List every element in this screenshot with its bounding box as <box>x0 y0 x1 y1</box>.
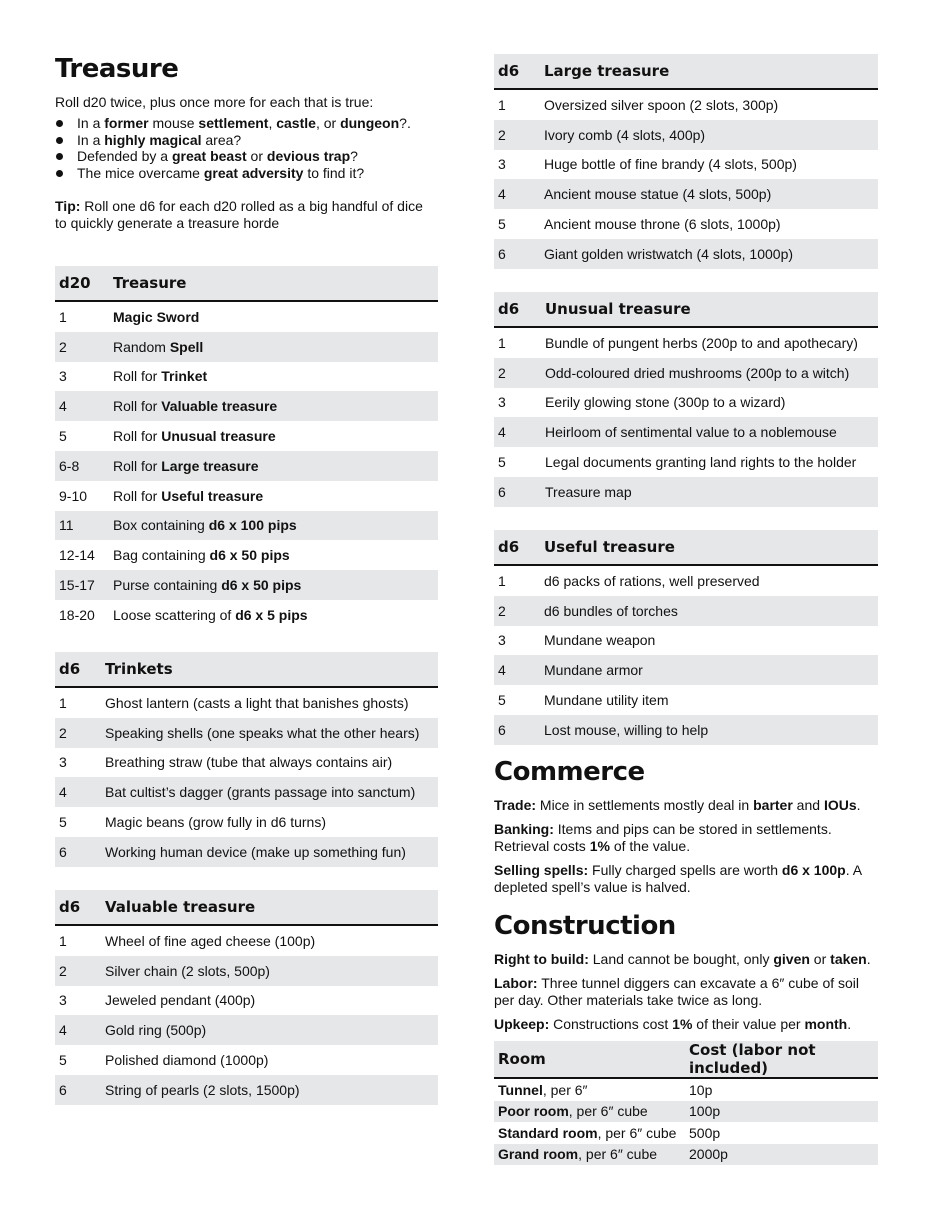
table-row: Standard room, per 6″ cube 500p <box>498 1124 721 1141</box>
die-header: d6 <box>55 652 101 687</box>
table-header-row <box>55 652 438 687</box>
table-row: 15-17 Purse containing d6 x 50 pips <box>55 570 438 600</box>
die-header: d6 <box>494 54 540 89</box>
room-header: Room <box>494 1041 685 1078</box>
cost-header: Cost (labor not included) <box>685 1041 878 1078</box>
construction-rules <box>494 951 878 1040</box>
trinkets-table <box>55 652 438 867</box>
table-header-row <box>55 266 438 301</box>
table-row: 9-10 Roll for Useful treasure <box>59 487 264 504</box>
right-to-build-rule: Right to build: Land cannot be bought, only given or taken. <box>494 951 871 967</box>
die-header: d6 <box>55 890 101 925</box>
large-table <box>494 54 878 269</box>
table-row: 1 Ghost lantern (casts a light that banishes ghosts) <box>59 694 409 711</box>
table-row: 4 Gold ring (500p) <box>55 1015 438 1045</box>
room-cost-table <box>494 1041 878 1165</box>
valuable-table <box>55 890 438 1105</box>
table-row: 5 Magic beans (grow fully in d6 turns) <box>59 814 326 831</box>
condition-item: The mice overcame great adversity to find it? <box>55 165 438 182</box>
table-row: 6 String of pearls (2 slots, 1500p) <box>55 1075 438 1105</box>
upkeep-rule: Upkeep: Constructions cost 1% of their value per month. <box>494 1016 852 1032</box>
treasure-tip: Tip: Roll one d6 for each d20 rolled as a big handful of dice to quickly generate a treasure horde <box>55 198 423 231</box>
table-row: 3 Roll for Trinket <box>59 368 208 385</box>
table-row: 2 Odd-coloured dried mushrooms (200p to a witch) <box>494 358 878 388</box>
table-row: Poor room, per 6″ cube 100p <box>494 1101 878 1123</box>
table-row: 1 d6 packs of rations, well preserved <box>498 572 760 589</box>
die-header: d6 <box>494 530 540 565</box>
table-row: 2 Silver chain (2 slots, 500p) <box>55 956 438 986</box>
table-row: 4 Roll for Valuable treasure <box>55 391 438 421</box>
table-row: 6 Working human device (make up something fun) <box>55 837 438 867</box>
labor-rule: Labor: Three tunnel diggers can excavate a 6″ cube of soil per day. Other materials take twice as long. <box>494 975 860 1008</box>
table-row: 4 Heirloom of sentimental value to a noblemouse <box>494 417 878 447</box>
table-row: 2 Random Spell <box>55 332 438 362</box>
table-row: 6-8 Roll for Large treasure <box>55 451 438 481</box>
table-row: 4 Ancient mouse statue (4 slots, 500p) <box>494 179 878 209</box>
table-row: 5 Roll for Unusual treasure <box>59 428 276 445</box>
table-header-row <box>494 1041 878 1078</box>
unusual-table <box>494 292 878 507</box>
column-header: Trinkets <box>101 652 438 687</box>
table-row: 1 Magic Sword <box>59 308 200 325</box>
condition-item: Defended by a great beast or devious trap? <box>55 148 438 165</box>
table-row: 6 Lost mouse, willing to help <box>494 715 878 745</box>
table-header-row <box>494 54 878 89</box>
table-row: 4 Mundane armor <box>494 655 878 685</box>
table-row: 12-14 Bag containing d6 x 50 pips <box>59 547 290 564</box>
table-row: 3 Mundane weapon <box>498 632 656 649</box>
table-header-row <box>494 530 878 565</box>
table-row: 18-20 Loose scattering of d6 x 5 pips <box>59 606 308 623</box>
column-header: Unusual treasure <box>541 292 878 327</box>
table-row: 3 Eerily glowing stone (300p to a wizard) <box>498 394 786 411</box>
banking-rule: Banking: Items and pips can be stored in settlements. Retrieval costs 1% of the value. <box>494 821 832 854</box>
table-row: 3 Huge bottle of fine brandy (4 slots, 500p) <box>498 156 797 173</box>
construction-title: Construction <box>494 911 676 941</box>
table-row: 5 Legal documents granting land rights to the holder <box>498 454 857 471</box>
table-row: 5 Ancient mouse throne (6 slots, 1000p) <box>498 216 781 233</box>
table-row: 4 Bat cultist’s dagger (grants passage into sanctum) <box>55 777 438 807</box>
die-header: d20 <box>55 266 109 301</box>
table-row: 2 Ivory comb (4 slots, 400p) <box>494 120 878 150</box>
commerce-rules <box>494 797 878 903</box>
condition-item: In a former mouse settlement, castle, or dungeon?. <box>55 115 438 132</box>
table-row: 2 Speaking shells (one speaks what the other hears) <box>55 718 438 748</box>
table-row: 5 Mundane utility item <box>498 692 669 709</box>
column-header: Useful treasure <box>540 530 878 565</box>
column-header: Valuable treasure <box>101 890 438 925</box>
table-row: 1 Bundle of pungent herbs (200p to and apothecary) <box>498 334 858 351</box>
table-row: Tunnel, per 6″ 10p <box>498 1081 713 1098</box>
column-header: Treasure <box>109 266 438 301</box>
table-header-row <box>55 890 438 925</box>
table-row: 6 Giant golden wristwatch (4 slots, 1000p) <box>494 239 878 269</box>
table-row: 1 Wheel of fine aged cheese (100p) <box>59 932 316 949</box>
table-row: 3 Breathing straw (tube that always contains air) <box>59 754 393 771</box>
condition-item: In a highly magical area? <box>55 132 438 149</box>
useful-table <box>494 530 878 745</box>
table-row: 3 Jeweled pendant (400p) <box>59 992 256 1009</box>
table-row: 2 d6 bundles of torches <box>494 596 878 626</box>
selling-rule: Selling spells: Fully charged spells are worth d6 x 100p. A depleted spell’s value is halved. <box>494 862 862 895</box>
treasure-intro-block <box>55 94 438 232</box>
treasure-conditions <box>55 115 438 181</box>
trade-rule: Trade: Mice in settlements mostly deal in barter and IOUs. <box>494 797 861 813</box>
column-header: Large treasure <box>540 54 878 89</box>
commerce-title: Commerce <box>494 757 645 787</box>
table-row: 11 Box containing d6 x 100 pips <box>55 511 438 541</box>
treasure-main-table <box>55 266 438 630</box>
treasure-intro: Roll d20 twice, plus once more for each that is true: <box>55 94 374 110</box>
table-row: 5 Polished diamond (1000p) <box>59 1052 269 1069</box>
table-header-row <box>494 292 878 327</box>
die-header: d6 <box>494 292 541 327</box>
table-row: 1 Oversized silver spoon (2 slots, 300p) <box>498 96 779 113</box>
treasure-title: Treasure <box>55 54 179 84</box>
table-row: 6 Treasure map <box>494 477 878 507</box>
table-row: Grand room, per 6″ cube 2000p <box>494 1144 878 1166</box>
